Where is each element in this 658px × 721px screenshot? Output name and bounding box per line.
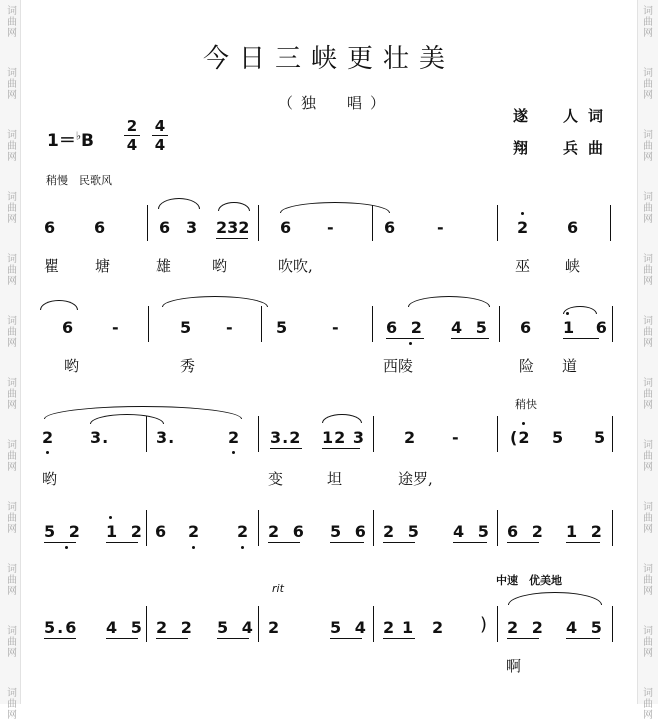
lyric: 秀 bbox=[180, 357, 196, 375]
barline bbox=[146, 416, 147, 452]
slur bbox=[408, 296, 490, 307]
octave-dot bbox=[522, 422, 525, 425]
lyric: 途罗, bbox=[398, 470, 433, 488]
barline bbox=[146, 606, 147, 642]
watermark-text: 词 曲 网 bbox=[643, 688, 653, 721]
lyric: 西陵 bbox=[383, 357, 414, 375]
slur bbox=[40, 300, 78, 310]
beam bbox=[216, 238, 248, 239]
watermark-text: 词 曲 网 bbox=[7, 688, 17, 721]
note: (2 bbox=[510, 428, 531, 447]
barline bbox=[147, 205, 148, 241]
beam bbox=[106, 542, 138, 543]
note: 3 bbox=[186, 218, 199, 237]
lyric: 哟 bbox=[42, 470, 58, 488]
composer-credit: 翔 兵曲 bbox=[513, 139, 614, 157]
watermark-text: 词 曲 网 bbox=[7, 626, 17, 659]
watermark-text: 词 曲 网 bbox=[643, 564, 653, 597]
barline bbox=[499, 306, 500, 342]
lyric: 瞿 bbox=[44, 257, 60, 275]
barline bbox=[261, 306, 262, 342]
note: 1 bbox=[402, 618, 415, 637]
lyric: 啊 bbox=[506, 657, 522, 675]
key-signature: 1＝♭B bbox=[47, 129, 95, 151]
note: 5.6 bbox=[44, 618, 79, 637]
paren: ) bbox=[480, 614, 489, 635]
beam bbox=[383, 638, 415, 639]
watermark-text: 词 曲 网 bbox=[7, 564, 17, 597]
lyric: 塘 bbox=[95, 257, 111, 275]
note: 3.2 bbox=[270, 428, 302, 447]
note: 12 3 bbox=[322, 428, 365, 447]
note: 1 6 bbox=[563, 318, 615, 337]
watermark-text: 词 曲 网 bbox=[643, 6, 653, 39]
slur bbox=[322, 414, 362, 423]
note: 4 5 bbox=[106, 618, 146, 637]
left-watermark-strip bbox=[0, 0, 21, 704]
note: 1 2 bbox=[106, 522, 146, 541]
note: 5 bbox=[276, 318, 289, 337]
note: 3. bbox=[156, 428, 176, 447]
note: 2 2 bbox=[156, 618, 196, 637]
watermark-text: 词 曲 网 bbox=[643, 502, 653, 535]
time-signature-1: 2 4 bbox=[124, 118, 140, 153]
watermark-text: 词 曲 网 bbox=[643, 192, 653, 225]
lyric: 巫 bbox=[515, 257, 531, 275]
note: 2 2 bbox=[507, 618, 547, 637]
beam bbox=[563, 338, 599, 339]
octave-dot bbox=[192, 546, 195, 549]
lyric: 道 bbox=[562, 357, 578, 375]
tempo-marking-1: 稍慢 民歌风 bbox=[46, 174, 112, 187]
barline bbox=[373, 606, 374, 642]
note: 2 bbox=[237, 522, 250, 541]
time-signature-2: 4 4 bbox=[152, 118, 168, 153]
barline bbox=[258, 606, 259, 642]
tempo-marking-3: rit bbox=[272, 582, 284, 595]
note: 5 bbox=[594, 428, 607, 447]
note: - bbox=[437, 218, 445, 237]
note: 2 bbox=[383, 618, 396, 637]
note: 6 bbox=[520, 318, 533, 337]
song-subtitle: （独 唱） bbox=[278, 94, 394, 112]
note: 6 bbox=[567, 218, 580, 237]
note: 4 5 bbox=[453, 522, 493, 541]
watermark-text: 词 曲 网 bbox=[643, 68, 653, 101]
lyric: 雄 bbox=[156, 257, 172, 275]
beam bbox=[566, 542, 600, 543]
barline bbox=[373, 416, 374, 452]
note: 5 4 bbox=[330, 618, 370, 637]
barline bbox=[497, 606, 498, 642]
watermark-text: 词 曲 网 bbox=[643, 316, 653, 349]
note: 6 bbox=[155, 522, 168, 541]
slur bbox=[162, 296, 268, 307]
lyric: 险 bbox=[519, 357, 535, 375]
watermark-text: 词 曲 网 bbox=[7, 440, 17, 473]
beam bbox=[386, 338, 424, 339]
beam bbox=[330, 638, 362, 639]
note: 2 bbox=[404, 428, 417, 447]
beam bbox=[507, 638, 539, 639]
octave-dot bbox=[109, 516, 112, 519]
lyric: 坦 bbox=[327, 470, 343, 488]
watermark-text: 词 曲 网 bbox=[7, 502, 17, 535]
beam bbox=[156, 638, 188, 639]
beam bbox=[453, 542, 487, 543]
note: - bbox=[332, 318, 340, 337]
barline bbox=[258, 205, 259, 241]
watermark-text: 词 曲 网 bbox=[7, 254, 17, 287]
octave-dot bbox=[241, 546, 244, 549]
note: - bbox=[112, 318, 120, 337]
octave-dot bbox=[232, 451, 235, 454]
barline bbox=[258, 510, 259, 546]
watermark-text: 词 曲 网 bbox=[7, 316, 17, 349]
lyric: 峡 bbox=[565, 257, 581, 275]
lyric: 哟 bbox=[64, 357, 80, 375]
note: 2 bbox=[188, 522, 201, 541]
watermark-text: 词 曲 网 bbox=[7, 6, 17, 39]
watermark-text: 词 曲 网 bbox=[7, 378, 17, 411]
note: 6 bbox=[44, 218, 57, 237]
note: 2 bbox=[42, 428, 55, 447]
octave-dot bbox=[65, 546, 68, 549]
note: 2 6 bbox=[268, 522, 308, 541]
barline bbox=[610, 205, 611, 241]
barline bbox=[258, 416, 259, 452]
beam bbox=[383, 542, 415, 543]
beam bbox=[217, 638, 249, 639]
note: 6 bbox=[280, 218, 293, 237]
watermark-text: 词 曲 网 bbox=[7, 68, 17, 101]
watermark-text: 词 曲 网 bbox=[643, 626, 653, 659]
note: 6 2 bbox=[386, 318, 426, 337]
barline bbox=[373, 510, 374, 546]
watermark-text: 词 曲 网 bbox=[643, 378, 653, 411]
note: - bbox=[452, 428, 460, 447]
note: 6 bbox=[62, 318, 75, 337]
beam bbox=[566, 638, 600, 639]
watermark-text: 词 曲 网 bbox=[643, 254, 653, 287]
octave-dot bbox=[409, 342, 412, 345]
note: 2 bbox=[268, 618, 281, 637]
lyric: 哟 bbox=[212, 257, 228, 275]
note: 2 bbox=[517, 218, 530, 237]
barline bbox=[612, 416, 613, 452]
barline bbox=[497, 416, 498, 452]
right-watermark-strip bbox=[637, 0, 658, 704]
note: - bbox=[327, 218, 335, 237]
barline bbox=[146, 510, 147, 546]
barline bbox=[497, 510, 498, 546]
watermark-text: 词 曲 网 bbox=[7, 192, 17, 225]
note: 5 6 bbox=[330, 522, 370, 541]
barline bbox=[497, 205, 498, 241]
note: - bbox=[226, 318, 234, 337]
song-title: 今日三峡更壮美 bbox=[202, 44, 455, 74]
beam bbox=[44, 638, 76, 639]
beam bbox=[322, 448, 360, 449]
note: 6 bbox=[384, 218, 397, 237]
slur bbox=[280, 202, 390, 213]
note: 6 bbox=[159, 218, 172, 237]
beam bbox=[268, 542, 300, 543]
slur bbox=[158, 198, 200, 209]
beam bbox=[44, 542, 76, 543]
note: 5 2 bbox=[44, 522, 84, 541]
note: 6 bbox=[94, 218, 107, 237]
note: 4 5 bbox=[451, 318, 491, 337]
barline bbox=[612, 510, 613, 546]
octave-dot bbox=[521, 212, 524, 215]
note: 2 bbox=[432, 618, 445, 637]
lyricist-credit: 遂 人词 bbox=[513, 107, 614, 125]
beam bbox=[507, 542, 539, 543]
lyric: 变 bbox=[268, 470, 284, 488]
note: 232 bbox=[216, 218, 250, 237]
beam bbox=[330, 542, 364, 543]
note: 5 bbox=[180, 318, 193, 337]
note: 2 bbox=[228, 428, 241, 447]
slur bbox=[563, 306, 597, 314]
beam bbox=[451, 338, 489, 339]
watermark-text: 词 曲 网 bbox=[643, 130, 653, 163]
note: 5 4 bbox=[217, 618, 257, 637]
watermark-text: 词 曲 网 bbox=[643, 440, 653, 473]
watermark-text: 词 曲 网 bbox=[7, 130, 17, 163]
barline bbox=[148, 306, 149, 342]
note: 2 5 bbox=[383, 522, 423, 541]
barline bbox=[612, 306, 613, 342]
tempo-marking-2: 稍快 bbox=[515, 398, 537, 411]
note: 6 2 bbox=[507, 522, 547, 541]
lyric: 吹吹, bbox=[278, 257, 313, 275]
note: 4 5 bbox=[566, 618, 606, 637]
beam bbox=[270, 448, 302, 449]
slur bbox=[508, 592, 602, 605]
note: 5 bbox=[552, 428, 565, 447]
tempo-marking-4: 中速 优美地 bbox=[496, 574, 562, 587]
barline bbox=[372, 205, 373, 241]
beam bbox=[106, 638, 138, 639]
barline bbox=[612, 606, 613, 642]
note: 3. bbox=[90, 428, 110, 447]
octave-dot bbox=[46, 451, 49, 454]
note: 1 2 bbox=[566, 522, 606, 541]
slur bbox=[218, 202, 250, 211]
barline bbox=[372, 306, 373, 342]
